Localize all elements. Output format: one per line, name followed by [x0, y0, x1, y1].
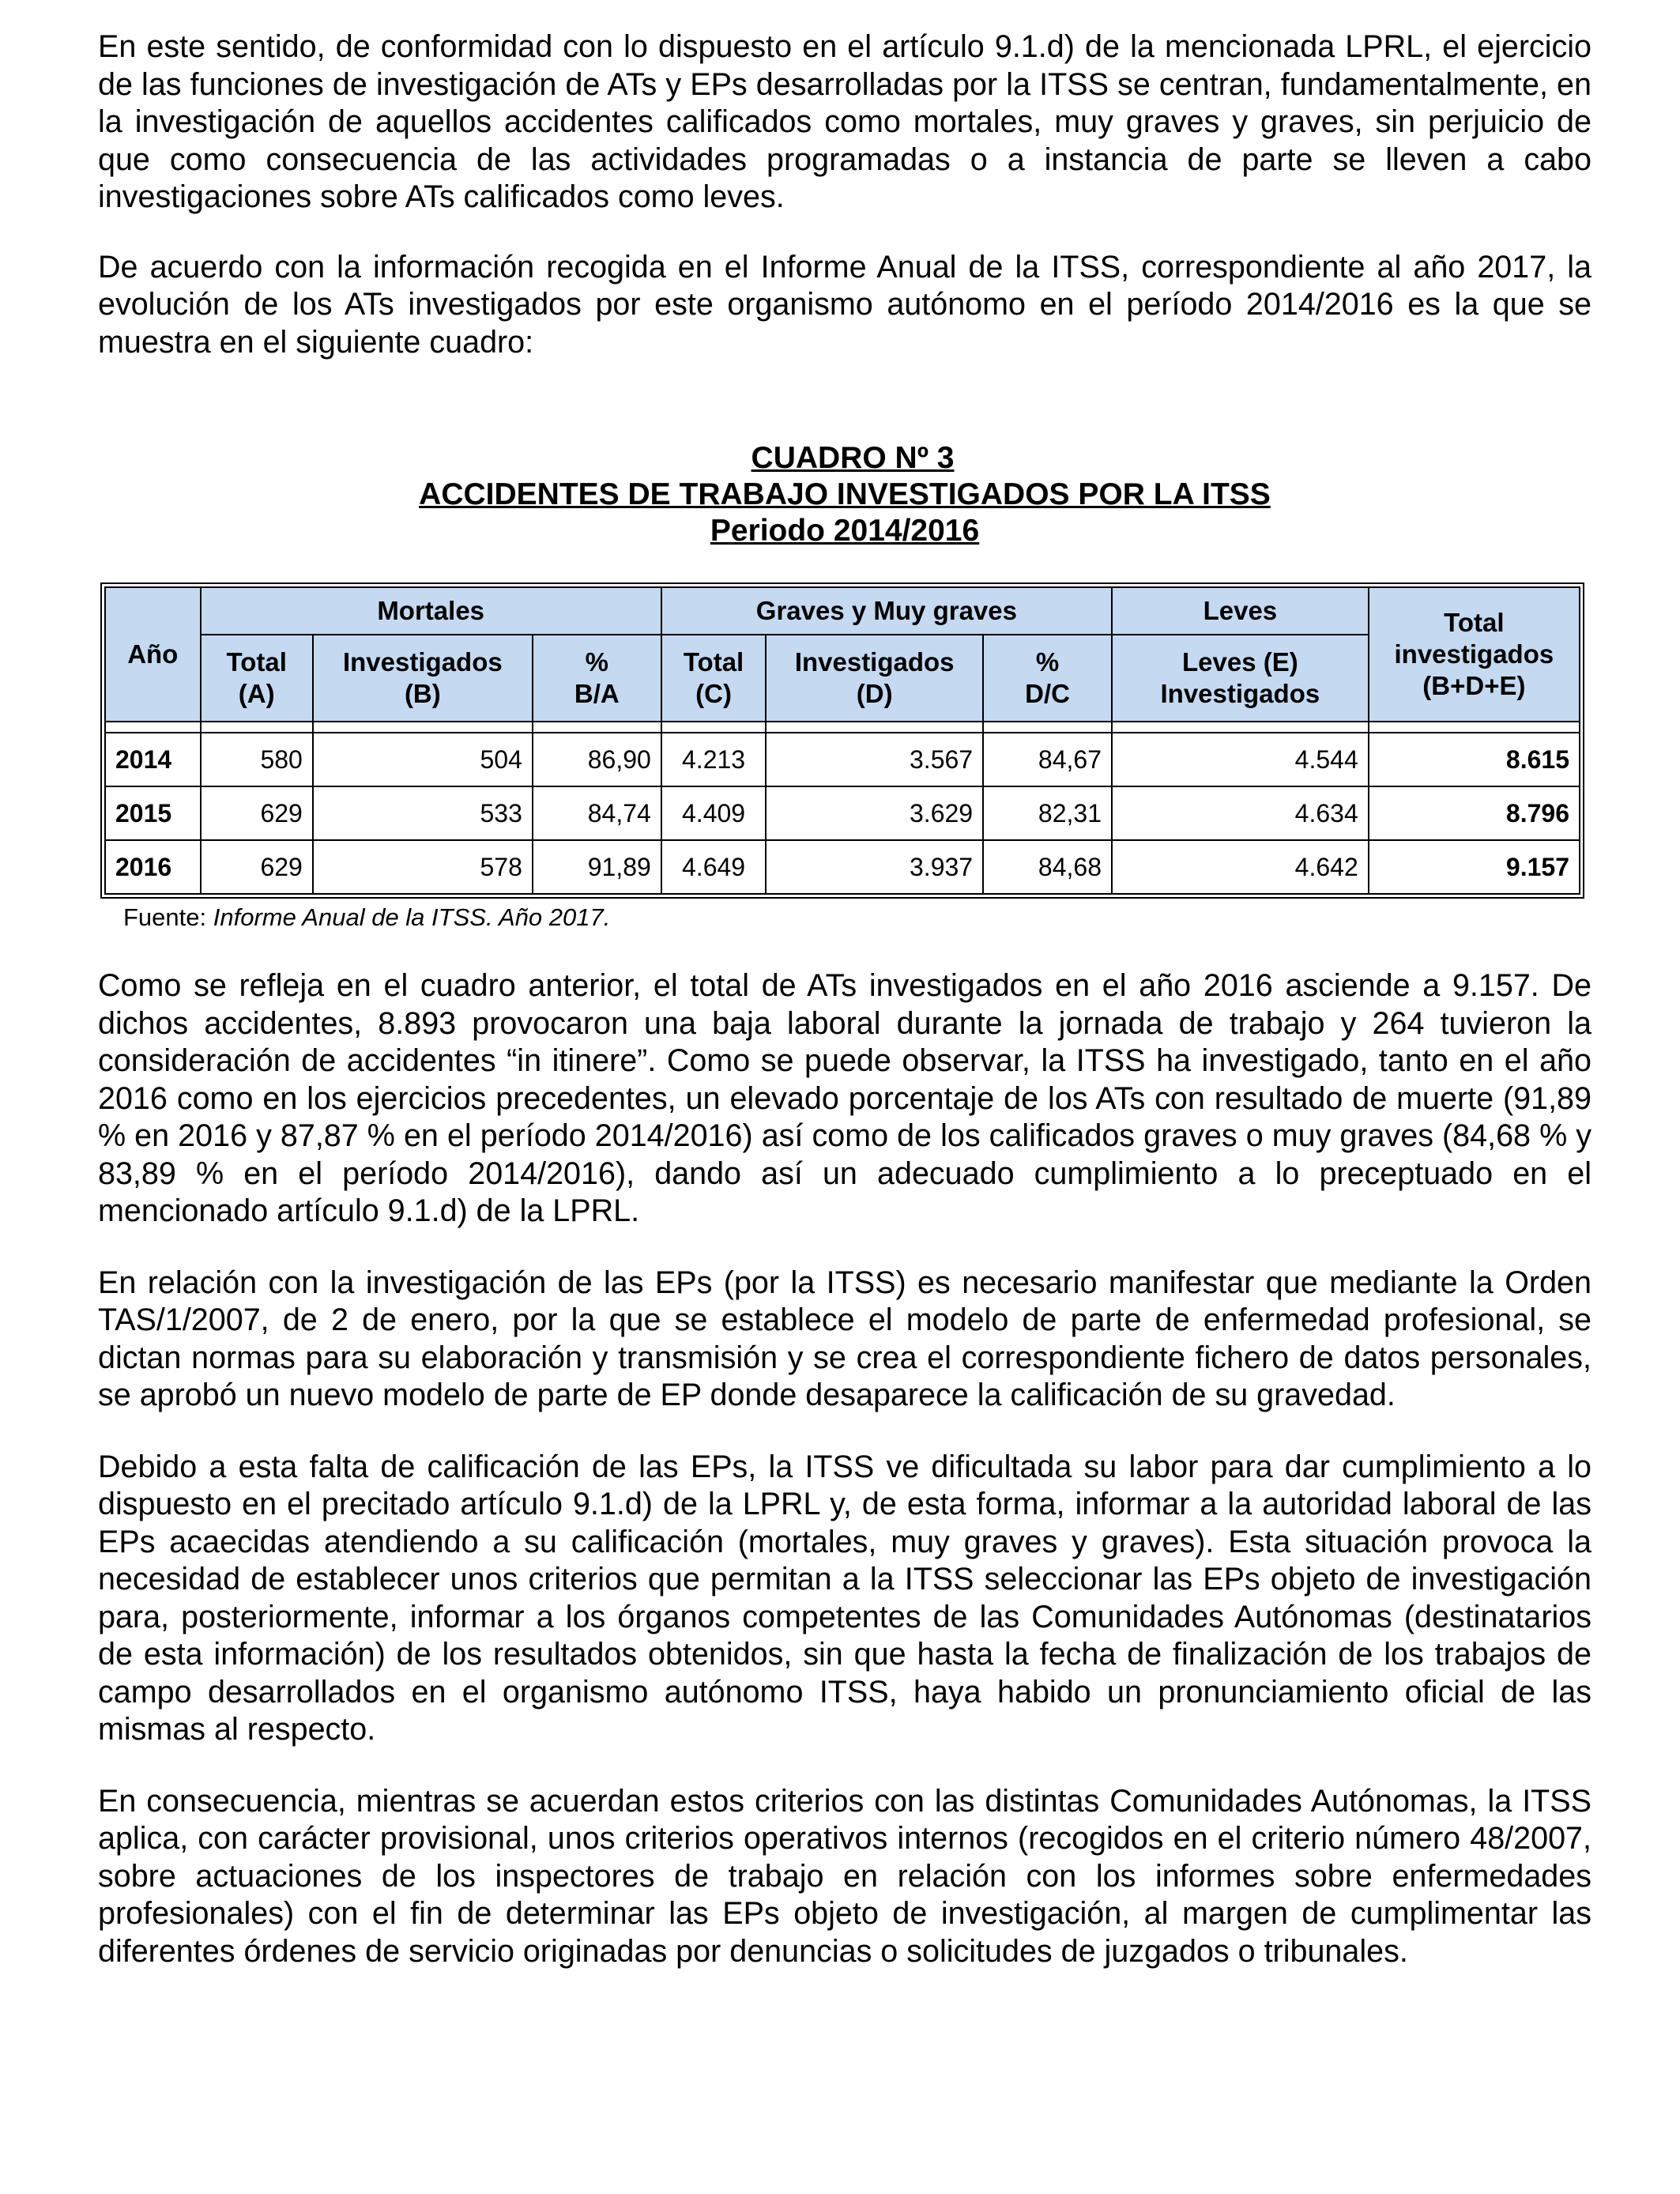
cell-total-a: 580	[201, 733, 313, 786]
accidents-table	[104, 586, 1580, 895]
cell-year: 2015	[105, 786, 201, 840]
header-total-line3: (B+D+E)	[1422, 671, 1526, 700]
cell-investigados-b: 504	[313, 733, 533, 786]
table-row	[105, 840, 1580, 894]
table-caption-period: Periodo 2014/2016	[710, 514, 980, 548]
cell-investigados-d: 3.629	[766, 786, 983, 840]
table-row	[105, 733, 1580, 786]
source-label: Fuente:	[123, 903, 213, 931]
table-source	[123, 903, 1591, 932]
cell-pct-dc: 84,67	[983, 733, 1112, 786]
paragraph-6: En consecuencia, mientras se acuerdan estos criterios con las distintas Comunidades Autónomas, la ITSS aplica, con carácter provisional, unos criterios operativos internos (recogidos en el criterio número 48/2007, sobre actuaciones de los inspectores de trabajo en relación con los informes sobre enfermedades profesionales) con el fin de determinar las EPs objeto de investigación, al margen de cumplimentar las diferentes órdenes de servicio originadas por denuncias o solicitudes de juzgados o tribunales.	[98, 1783, 1591, 1969]
cell-total-investigados: 8.615	[1369, 733, 1580, 786]
cell-total-investigados: 9.157	[1369, 840, 1580, 894]
cell-pct-ba: 84,74	[533, 786, 661, 840]
table-frame	[100, 582, 1584, 899]
cell-leves-e: 4.642	[1112, 840, 1369, 894]
document-page	[98, 28, 1591, 1970]
table-caption-number: CUADRO Nº 3	[751, 441, 955, 475]
header-investigados-d: Investigados (D)	[766, 635, 983, 722]
header-investigados-b: Investigados (B)	[313, 635, 533, 722]
paragraph-1: En este sentido, de conformidad con lo dispuesto en el artículo 9.1.d) de la mencionada LPRL, el ejercicio de las funciones de investigación de ATs y EPs desarrolladas por la ITSS se centran, fundamentalmente, en la investigación de aquellos accidentes calificados como mortales, muy graves y graves, sin perjuicio de que como consecuencia de las actividades programadas o a instancia de parte se lleven a cabo investigaciones sobre ATs calificados como leves.	[98, 29, 1591, 214]
cell-leves-e: 4.544	[1112, 733, 1369, 786]
header-pct-ba: % B/A	[533, 635, 661, 722]
cell-total-a: 629	[201, 840, 313, 894]
table-spacer-row	[105, 722, 1580, 733]
paragraph-5: Debido a esta falta de calificación de las EPs, la ITSS ve dificultada su labor para dar cumplimiento a lo dispuesto en el precitado artículo 9.1.d) de la LPRL y, de esta forma, informar a la autoridad laboral de las EPs acaecidas atendiendo a su calificación (mortales, muy graves y graves). Esta situación provoca la necesidad de establecer unos criterios que permitan a la ITSS seleccionar las EPs objeto de investigación para, posteriormente, informar a los órganos competentes de las Comunidades Autónomas (destinatarios de esta información) de los resultados obtenidos, sin que hasta la fecha de finalización de los trabajos de campo desarrollados en el organismo autónomo ITSS, haya habido un pronunciamiento oficial de las mismas al respecto.	[98, 1449, 1591, 1747]
cell-leves-e: 4.634	[1112, 786, 1369, 840]
cell-total-c: 4.213	[661, 733, 767, 786]
cell-total-a: 629	[201, 786, 313, 840]
header-year: Año	[105, 587, 201, 722]
cell-total-c: 4.409	[661, 786, 767, 840]
header-total-investigados	[1369, 587, 1580, 722]
cell-investigados-d: 3.937	[766, 840, 983, 894]
cell-pct-dc: 82,31	[983, 786, 1112, 840]
cell-investigados-d: 3.567	[766, 733, 983, 786]
paragraph-4: En relación con la investigación de las EPs (por la ITSS) es necesario manifestar que mediante la Orden TAS/1/2007, de 2 de enero, por la que se establece el modelo de parte de enfermedad profesional, se dictan normas para su elaboración y transmisión y se crea el correspondiente fichero de datos personales, se aprobó un nuevo modelo de parte de EP donde desaparece la calificación de su gravedad.	[98, 1265, 1591, 1412]
header-pct-dc: % D/C	[983, 635, 1112, 722]
header-group-leves: Leves	[1112, 587, 1369, 635]
header-total-line2: investigados	[1394, 639, 1554, 669]
header-total-c: Total (C)	[661, 635, 767, 722]
header-leves-e: Leves (E) Investigados	[1112, 635, 1369, 722]
cell-pct-ba: 91,89	[533, 840, 661, 894]
cell-investigados-b: 533	[313, 786, 533, 840]
source-text: Informe Anual de la ITSS. Año 2017.	[213, 903, 611, 931]
cell-investigados-b: 578	[313, 840, 533, 894]
header-group-mortales: Mortales	[201, 587, 661, 635]
cell-pct-ba: 86,90	[533, 733, 661, 786]
header-total-line1: Total	[1444, 608, 1505, 637]
header-group-graves: Graves y Muy graves	[661, 587, 1112, 635]
cell-total-investigados: 8.796	[1369, 786, 1580, 840]
cell-year: 2016	[105, 840, 201, 894]
paragraph-3: Como se refleja en el cuadro anterior, el total de ATs investigados en el año 2016 asciende a 9.157. De dichos accidentes, 8.893 provocaron una baja laboral durante la jornada de trabajo y 264 tuvieron la consideración de accidentes “in itinere”. Como se puede observar, la ITSS ha investigado, tanto en el año 2016 como en los ejercicios precedentes, un elevado porcentaje de los ATs con resultado de muerte (91,89 % en 2016 y 87,87 % en el período 2014/2016) así como de los calificados graves o muy graves (84,68 % y 83,89 % en el período 2014/2016), dando así un adecuado cumplimiento a lo preceptuado en el mencionado artículo 9.1.d) de la LPRL.	[98, 968, 1591, 1228]
paragraph-2: De acuerdo con la información recogida en el Informe Anual de la ITSS, correspondiente al año 2017, la evolución de los ATs investigados por este organismo autónomo en el período 2014/2016 es la que se muestra en el siguiente cuadro:	[98, 249, 1591, 360]
table-row	[105, 786, 1580, 840]
table-caption-title: ACCIDENTES DE TRABAJO INVESTIGADOS POR LA ITSS	[419, 477, 1271, 511]
cell-year: 2014	[105, 733, 201, 786]
table-caption	[98, 440, 1591, 549]
cell-pct-dc: 84,68	[983, 840, 1112, 894]
header-total-a: Total (A)	[201, 635, 313, 722]
cell-total-c: 4.649	[661, 840, 767, 894]
